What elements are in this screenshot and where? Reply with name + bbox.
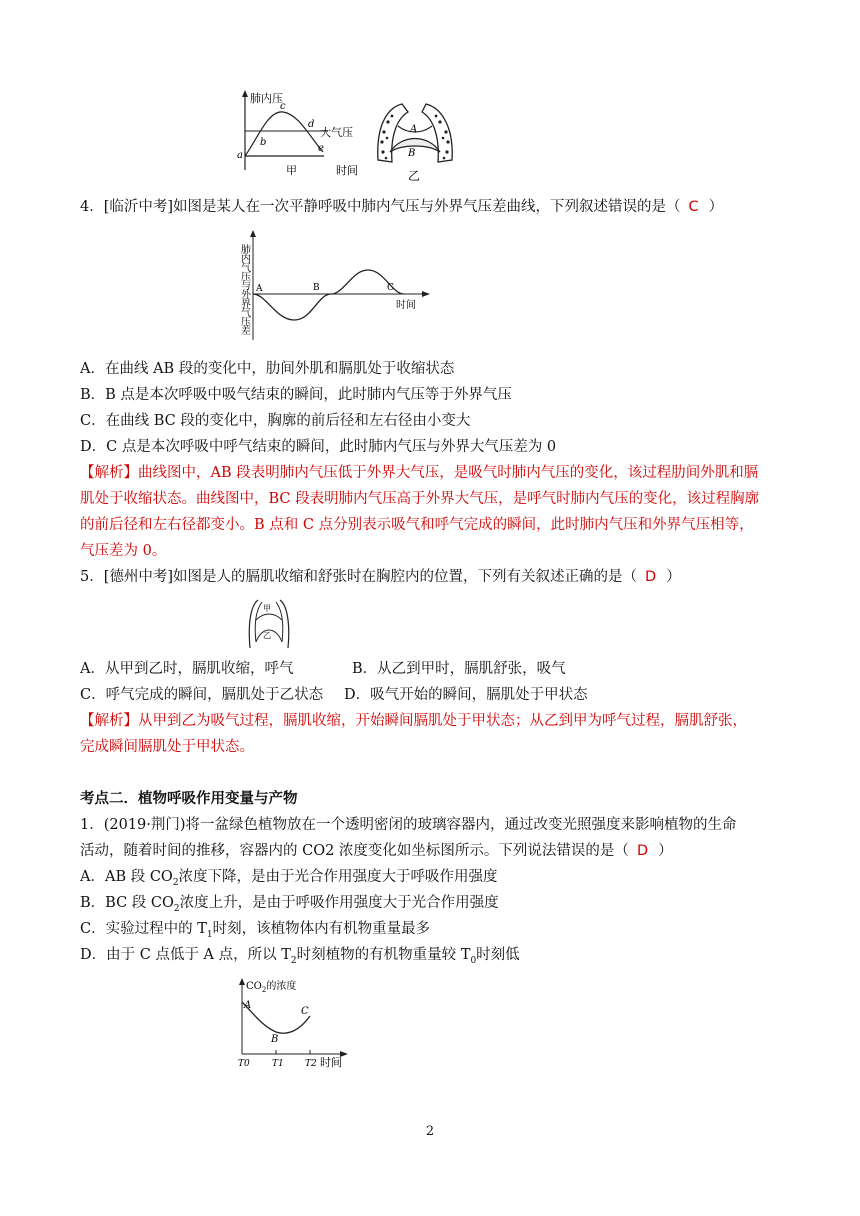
q4-point-c: C bbox=[387, 283, 394, 293]
s2-q1-line-1: 1．(2019·荆门)将一盆绿色植物放在一个透明密闭的玻璃容器内，通过改变光照强度来影响植物的生命 bbox=[80, 817, 737, 833]
jia-xlabel: 时间 bbox=[336, 164, 358, 177]
q5-answer: D bbox=[645, 569, 657, 585]
s2-q1-option-c: C．实验过程中的 $T_1$时刻，该植物体内有机物重量最多 bbox=[80, 921, 431, 940]
q5-option-a: A．从甲到乙时，膈肌收缩，呼气 bbox=[80, 661, 294, 677]
q4-option-a: A．在曲线 AB 段的变化中，肋间外肌和膈肌处于收缩状态 bbox=[80, 361, 455, 377]
co2-concentration-figure bbox=[230, 976, 354, 1068]
jia-ylabel: 肺内压 bbox=[250, 92, 283, 105]
q4-analysis-line-2: 肌处于收缩状态。曲线图中，BC 段表明肺内气压高于外界大气压，是呼气时肺内气压的变化，该过程胸廓 bbox=[80, 491, 760, 507]
q4-ylabel: 肺内气压与外界气压差 bbox=[238, 244, 250, 334]
yi-label-b: B bbox=[408, 148, 416, 159]
page-number: 2 bbox=[425, 1124, 435, 1139]
q4-stem: 4．[临沂中考]如图是某人在一次平静呼吸中肺内气压与外界气压差曲线，下列叙述错误的是（ C ） bbox=[80, 199, 724, 215]
q5-label-jia: 甲 bbox=[263, 604, 271, 613]
co2-tick-t0: T0 bbox=[238, 1059, 250, 1068]
q4-option-c: C．在曲线 BC 段的变化中，胸廓的前后径和左右径由小变大 bbox=[80, 413, 471, 429]
q5-stem: 5．[德州中考]如图是人的膈肌收缩和舒张时在胸腔内的位置，下列有关叙述正确的是（ D ） bbox=[80, 569, 681, 585]
q4-analysis-line-1: 【解析】曲线图中，AB 段表明肺内气压低于外界大气压，是吸气时肺内气压的变化，该过程肋间外肌和膈 bbox=[80, 465, 759, 481]
co2-point-c: C bbox=[301, 1006, 309, 1017]
jia-point-a: a bbox=[237, 150, 243, 161]
co2-point-a: A bbox=[244, 1000, 252, 1011]
section2-heading: 考点二．植物呼吸作用变量与产物 bbox=[80, 790, 298, 807]
q4-point-b: B bbox=[313, 283, 320, 293]
co2-ylabel: $CO_2$的浓度 bbox=[246, 981, 297, 994]
q4-analysis-line-3: 的前后径和左右径都变小。B 点和 C 点分别表示吸气和呼气完成的瞬间，此时肺内气压和外界气压相等， bbox=[80, 517, 754, 533]
q4-option-d: D．C 点是本次呼吸中呼气结束的瞬间，此时肺内气压与外界大气压差为 0 bbox=[80, 439, 557, 455]
jia-point-d: d bbox=[308, 119, 315, 130]
thorax-figure-yi bbox=[368, 98, 464, 186]
jia-point-c: c bbox=[280, 101, 286, 112]
q5-analysis-line-1: 【解析】从甲到乙为吸气过程，膈肌收缩，开始瞬间膈肌处于甲状态；从乙到甲为呼气过程，膈肌舒张， bbox=[80, 713, 747, 729]
co2-tick-t2: T2 bbox=[305, 1059, 317, 1068]
q4-point-a: A bbox=[256, 284, 263, 294]
yi-label-a: A bbox=[410, 124, 418, 135]
s2-q1-option-b: B．BC 段 $CO_2$浓度上升，是由于呼吸作用强度大于光合作用强度 bbox=[80, 895, 499, 914]
co2-point-b: B bbox=[271, 1034, 279, 1045]
s2-q1-option-a: A．AB 段 $CO_2$浓度下降，是由于光合作用强度大于呼吸作用强度 bbox=[80, 869, 498, 888]
jia-point-e: e bbox=[318, 143, 324, 154]
q4-analysis-line-4: 气压差为 0。 bbox=[80, 543, 167, 559]
q4-pressure-diff-figure bbox=[236, 228, 436, 346]
jia-atm-label: 大气压 bbox=[320, 126, 353, 139]
jia-point-b: b bbox=[260, 137, 267, 148]
s2-q1-line-2: 活动，随着时间的推移，容器内的 CO2 浓度变化如坐标图所示。下列说法错误的是（ D ） bbox=[80, 843, 673, 859]
q4-answer: C bbox=[688, 199, 699, 215]
co2-tick-t1: T1 bbox=[272, 1059, 284, 1068]
s2-q1-answer: D bbox=[636, 843, 649, 859]
jia-caption: 甲 bbox=[286, 164, 297, 177]
co2-xlabel: 时间 bbox=[320, 1056, 342, 1068]
q5-option-c: C．呼气完成的瞬间，膈肌处于乙状态 bbox=[80, 687, 324, 703]
q5-option-b: B．从乙到甲时，膈肌舒张，吸气 bbox=[352, 661, 566, 677]
yi-caption: 乙 bbox=[408, 169, 421, 183]
q5-option-d: D．吸气开始的瞬间，膈肌处于甲状态 bbox=[344, 687, 588, 703]
pressure-curve-figure-jia bbox=[228, 88, 368, 180]
q5-diaphragm-figure bbox=[244, 596, 294, 652]
s2-q1-option-d: D．由于 C 点低于 A 点，所以 $T_2$时刻植物的有机物重量较 $T_0$时刻低 bbox=[80, 947, 520, 966]
q5-label-yi: 乙 bbox=[263, 631, 271, 640]
q4-option-b: B．B 点是本次呼吸中吸气结束的瞬间，此时肺内气压等于外界气压 bbox=[80, 387, 512, 403]
q5-analysis-line-2: 完成瞬间膈肌处于甲状态。 bbox=[80, 739, 254, 755]
q4-xlabel: 时间 bbox=[396, 300, 416, 311]
